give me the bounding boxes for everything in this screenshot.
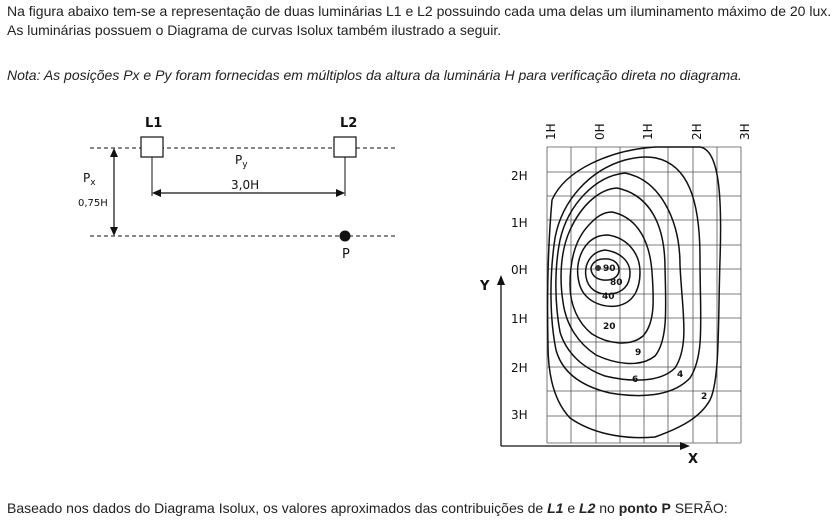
- curve-label-4: 4: [677, 370, 684, 380]
- py-label: $P_y$: [235, 153, 248, 170]
- left-label-1h-top: 1H: [511, 216, 528, 230]
- top-label-2h: 2H: [690, 123, 704, 140]
- question-prefix: Baseado nos dados do Diagrama Isolux, os valores aproximados das contribuições de: [7, 500, 548, 516]
- curve-label-40: 40: [602, 292, 615, 302]
- luminaire-center-dot: [595, 265, 601, 271]
- curve-label-80: 80: [610, 278, 623, 288]
- question-point: ponto P: [618, 500, 671, 516]
- isolux-curve-4: [551, 157, 701, 396]
- left-label-1h-bottom: 1H: [511, 312, 528, 326]
- isolux-curve-2: [548, 147, 721, 438]
- question-l2: L2: [579, 500, 596, 516]
- y-axis-arrow: [497, 275, 505, 285]
- top-label-0h: 0H: [593, 123, 607, 140]
- question-on: no: [595, 500, 619, 516]
- isolux-curve-9: [561, 188, 666, 363]
- question-suffix: SERÃO:: [670, 500, 728, 516]
- py-value: 3,0H: [231, 178, 260, 192]
- curve-label-20: 20: [603, 322, 616, 332]
- curve-label-6: 6: [632, 375, 639, 385]
- x-axis-label: X: [688, 452, 699, 467]
- left-label-0h: 0H: [511, 263, 528, 277]
- note-paragraph: Nota: As posições Px e Py foram fornecidas em múltiplos da altura da luminária H para verificação direta no diagrama.: [7, 67, 742, 83]
- l2-label: L2: [340, 116, 358, 131]
- point-p-label: P: [342, 247, 350, 262]
- isolux-curves: [548, 147, 721, 438]
- question-paragraph: [7, 499, 833, 518]
- l1-label: L1: [145, 116, 163, 131]
- top-label-1h-left: 1H: [544, 123, 558, 140]
- question-l1: L1: [547, 500, 564, 516]
- curve-label-2: 2: [701, 392, 708, 402]
- top-label-3h: 3H: [738, 123, 752, 140]
- left-label-2h-bottom: 2H: [511, 361, 528, 375]
- top-label-1h-right: 1H: [641, 123, 655, 140]
- intro-paragraph: Na figura abaixo tem-se a representação de duas luminárias L1 e L2 possuindo cada uma delas um iluminamento máximo de 20 lux. As luminárias possuem o Diagrama de curvas Isolux também ilustrado a seguir.: [7, 3, 832, 38]
- px-label: $P_x$: [83, 171, 96, 188]
- left-label-2h-top: 2H: [511, 169, 528, 183]
- curve-label-9: 9: [635, 348, 642, 358]
- y-axis-label: Y: [480, 279, 490, 294]
- question-and: e: [563, 500, 580, 516]
- curve-label-90: 90: [603, 264, 616, 274]
- px-value: 0,75H: [78, 198, 108, 209]
- left-label-3h: 3H: [511, 408, 528, 422]
